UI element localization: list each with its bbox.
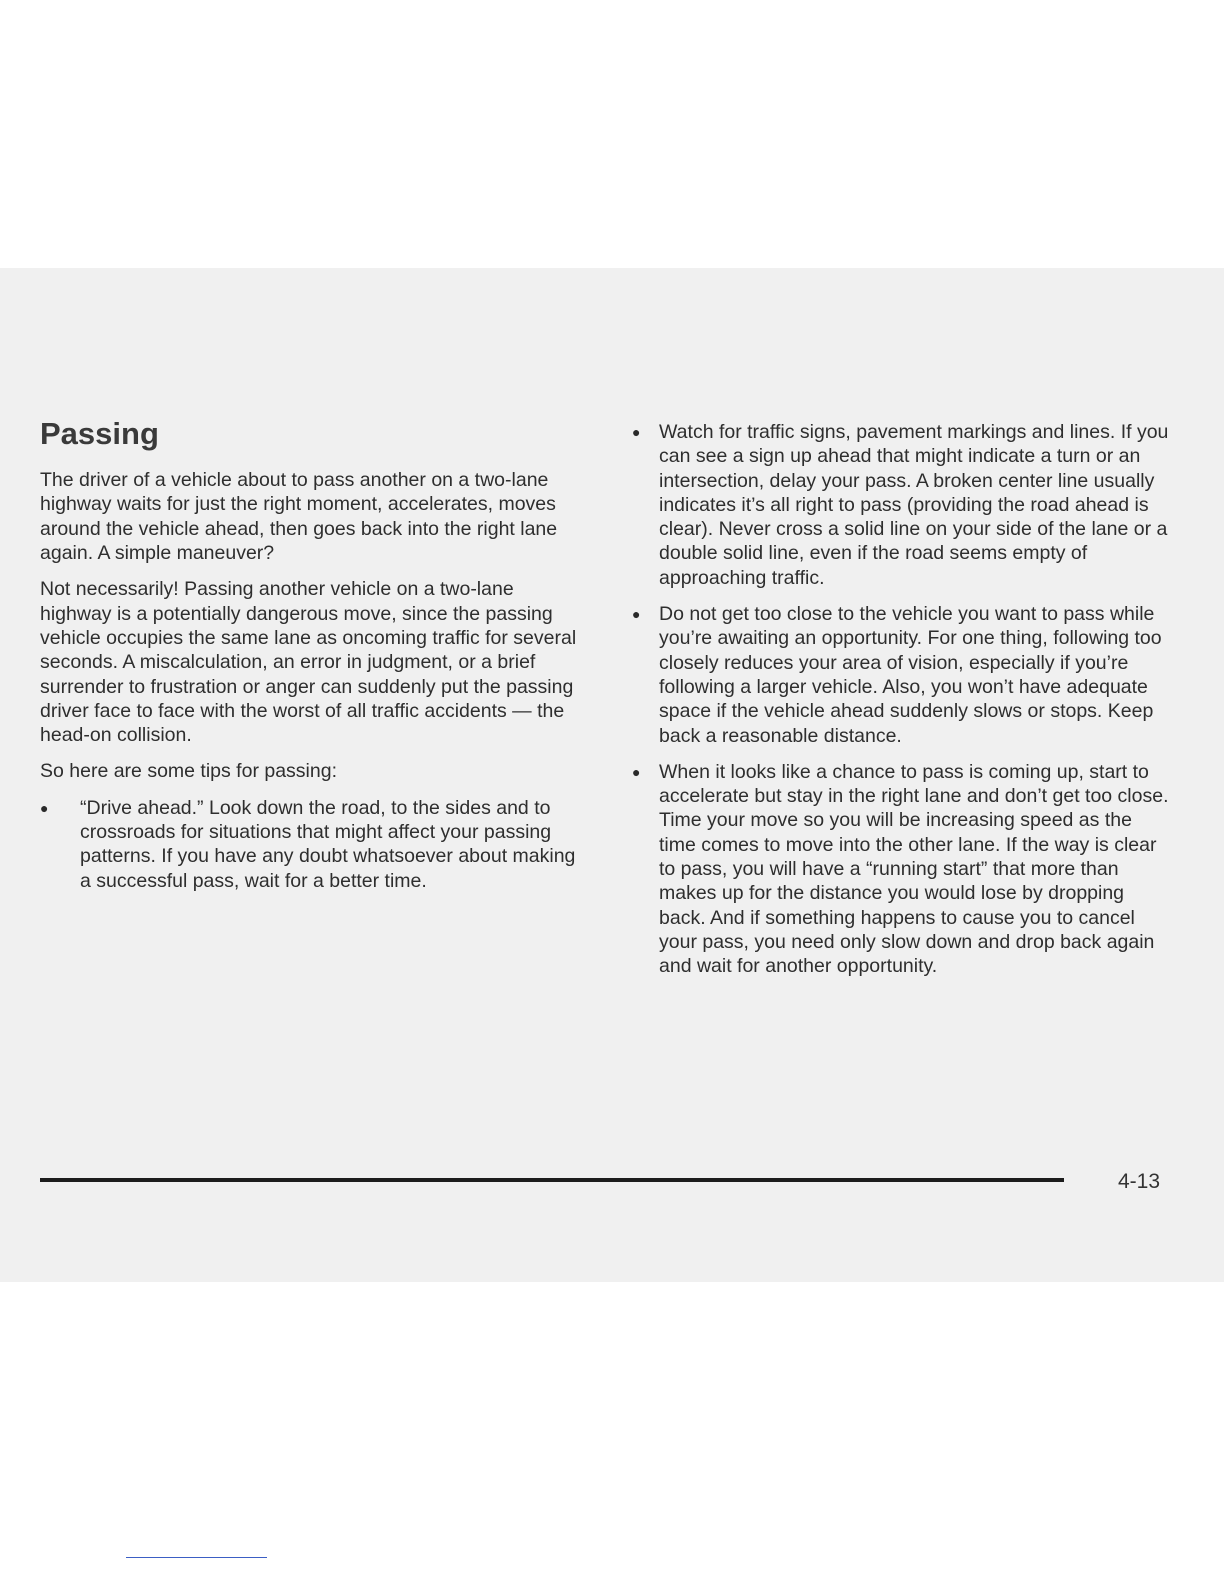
bullet-drive-ahead	[40, 796, 590, 893]
bullet-running-start	[632, 760, 1172, 979]
right-bullet-list	[632, 420, 1172, 979]
bullet-icon: ●	[632, 424, 641, 440]
right-column	[632, 420, 1172, 991]
bullet-icon: ●	[40, 799, 49, 816]
section-title: Passing	[40, 416, 159, 451]
bullet-text: Do not get too close to the vehicle you want to pass while you’re awaiting an opportunity. For one thing, following too closely reduces your area of vision, especially if you’re following a larger vehicle. Also, you won’t have adequate space if the vehicle ahead suddenly slows or stops. Keep back a reasonable distance.	[659, 603, 1162, 747]
bullet-not-too-close	[632, 602, 1172, 748]
bullet-text: Watch for traffic signs, pavement markings and lines. If you can see a sign up ahead that might indicate a turn or an intersection, delay your pass. A broken center line usually indicates it’s all right to pass (providing the road ahead is clear). Never cross a solid line on your side of the lane or a double solid line, even if the road seems empty of approaching traffic.	[659, 421, 1169, 589]
paragraph-intro: The driver of a vehicle about to pass another on a two-lane highway waits for just the right moment, accelerates, moves around the vehicle ahead, then goes back into the right lane again. A simple maneuver?	[40, 469, 558, 565]
paragraph-warning: Not necessarily! Passing another vehicle on a two-lane highway is a potentially dangerous move, since the passing vehicle occupies the same lane as oncoming traffic for several seconds. A miscalculation, an error in judgment, or a brief surrender to frustration or anger can suddenly put the passing driver face to face with the worst of all traffic accidents — the head-on collision.	[40, 578, 577, 747]
paragraph-tips-lead: So here are some tips for passing:	[40, 760, 337, 783]
page-number: 4-13	[1118, 1170, 1161, 1193]
left-column	[40, 415, 590, 905]
bullet-text: “Drive ahead.” Look down the road, to the sides and to crossroads for situations that might affect your passing patterns. If you have any doubt whatsoever about making a successful pass, wait for a better time.	[80, 796, 576, 892]
bullet-text: When it looks like a chance to pass is coming up, start to accelerate but stay in the right lane and don’t get too close. Time your move so you will be increasing speed as the time comes to move into the other lane. If the way is clear to pass, you will have a “running start” that more than makes up for the distance you would lose by dropping back. And if something happens to cause you to cancel your pass, you need only slow down and drop back again and wait for another opportunity.	[659, 760, 1169, 978]
bullet-icon: ●	[632, 606, 641, 623]
footer-rule	[40, 1178, 1064, 1182]
bullet-icon: ●	[632, 763, 641, 780]
bullet-traffic-signs	[632, 420, 1172, 590]
left-bullet-list	[40, 796, 590, 893]
bottom-underline-divider	[126, 1557, 267, 1558]
